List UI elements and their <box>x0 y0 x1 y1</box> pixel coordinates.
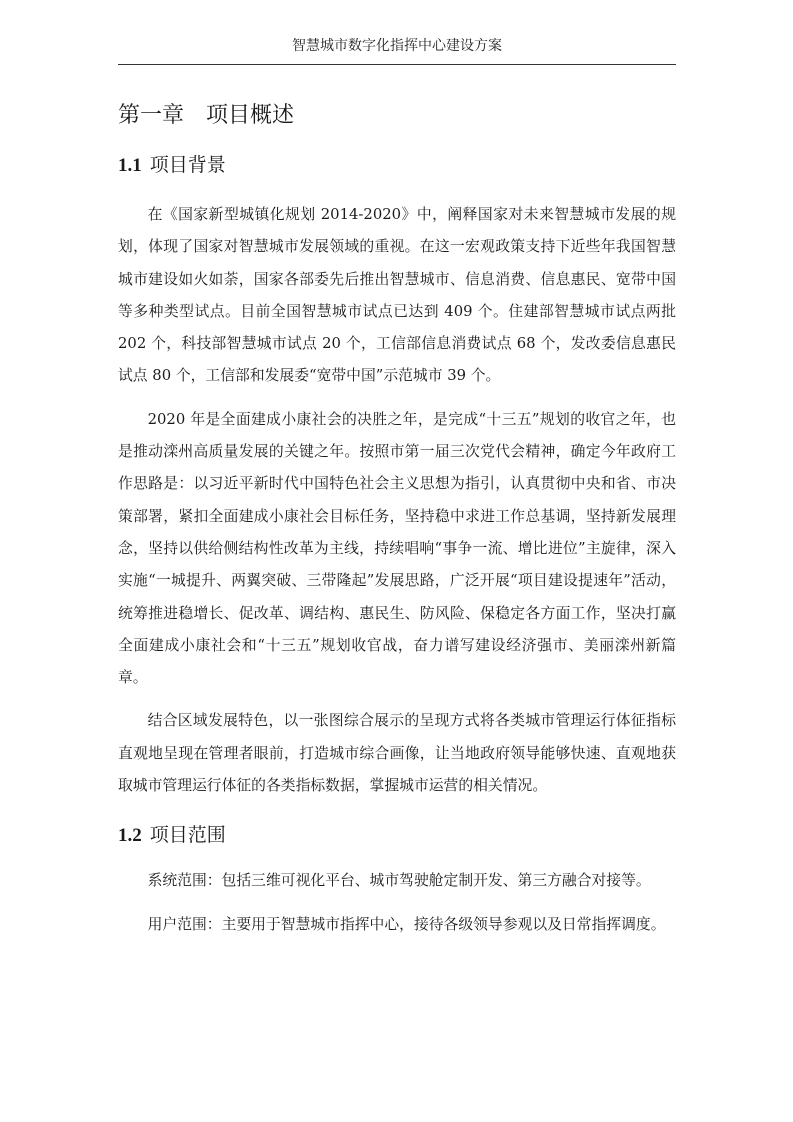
header-rule <box>118 64 676 65</box>
section-heading-background <box>118 150 676 181</box>
paragraph: 系统范围：包括三维可视化平台、城市驾驶舱定制开发、第三方融合对接等。 <box>147 872 651 890</box>
paragraph: 2020 年是全面建成小康社会的决胜之年，是完成“十三五”规划的收官之年，也是推动滦州高质量发展的关键之年。按照市第一届三次党代会精神，确定今年政府工作思路是：以习近平新时代中国特色社会主义思想为指引，认真贯彻中央和省、市决策部署，紧扣全面建成小康社会目标任务，坚持稳中求进工作总基调，坚持新发展理念，坚持以供给侧结构性改革为主线，持续唱响“事争一流、增比进位”主旋律，深入实施“一城提升、两翼突破、三带隆起”发展思路，广泛开展“项目建设提速年”活动，统筹推进稳增长、促改革、调结构、惠民生、防风险、保稳定各方面工作，坚决打赢全面建成小康社会和“十三五”规划收官战，奋力谱写建设经济强市、美丽滦州新篇章。 <box>118 410 676 687</box>
paragraph: 结合区域发展特色，以一张图综合展示的呈现方式将各类城市管理运行体征指标直观地呈现在管理者眼前，打造城市综合画像，让当地政府领导能够快速、直观地获取城市管理运行体征的各类指标数据，掌握城市运营的相关情况。 <box>118 712 676 795</box>
section-heading-scope <box>118 820 676 851</box>
section-title: 项目范围 <box>149 824 226 847</box>
section-number: 1.2 <box>118 825 142 847</box>
section-title: 项目背景 <box>149 154 226 176</box>
section-number: 1.1 <box>118 155 142 176</box>
page-body <box>118 98 676 952</box>
chapter-title: 第一章 项目概述 <box>118 103 295 128</box>
running-header: 智慧城市数字化指挥中心建设方案 <box>292 38 502 54</box>
paragraph: 在《国家新型城镇化规划 2014-2020》中，阐释国家对未来智慧城市发展的规划，体现了国家对智慧城市发展领域的重视。在这一宏观政策支持下近些年我国智慧城市建设如火如荼，国家各部委先后推出智慧城市、信息消费、信息惠民、宽带中国等多种类型试点。目前全国智慧城市试点已达到 409 个。住建部智慧城市试点两批 202 个，科技部智慧城市试点 20 个，工信部信息消费试点 68 个，发改委信息惠民试点 80 个，工信部和发展委“宽带中国”示范城市 39 个。 <box>118 206 676 385</box>
paragraph: 用户范围：主要用于智慧城市指挥中心，接待各级领导参观以及日常指挥调度。 <box>147 915 666 933</box>
